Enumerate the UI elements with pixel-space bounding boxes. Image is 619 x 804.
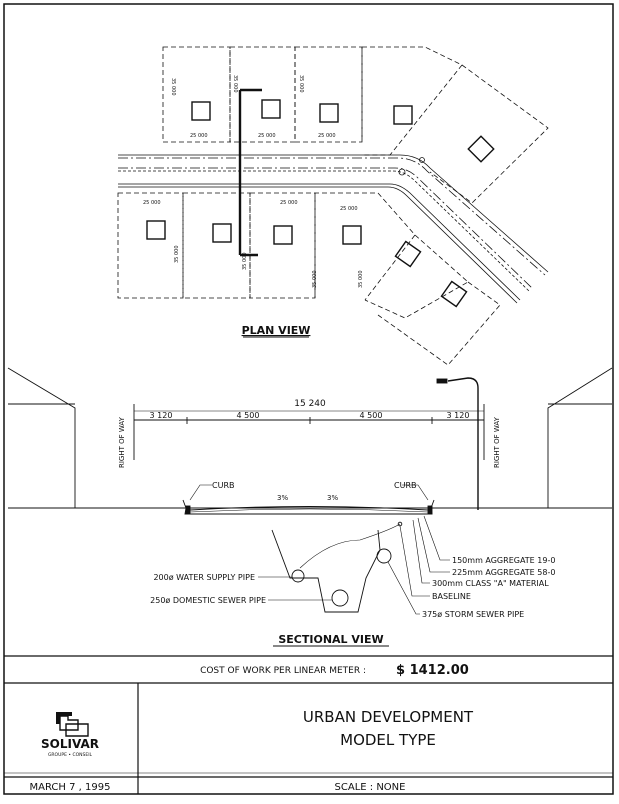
lot-width-label: 25 000	[340, 206, 358, 212]
street-light	[448, 378, 478, 510]
lot	[315, 193, 415, 300]
lot	[118, 193, 183, 298]
lot	[430, 65, 548, 203]
plan-view-title: PLAN VIEW	[241, 324, 311, 337]
sewer-pipe-label: 250ø DOMESTIC SEWER PIPE	[150, 596, 266, 605]
lot-depth-label: 35 000	[174, 245, 180, 263]
lot	[362, 47, 462, 155]
house	[343, 226, 361, 244]
lot-depth-label: 35 000	[358, 270, 364, 288]
right-of-way-left: RIGHT OF WAY	[118, 417, 126, 468]
aggregate-58-label: 225mm AGGREGATE 58-0	[452, 568, 556, 577]
house	[147, 221, 165, 239]
house	[274, 226, 292, 244]
house	[468, 136, 493, 161]
slope-left-label: 3%	[277, 494, 289, 502]
lower-lots	[118, 193, 500, 365]
logo-name: SOLIVAR	[41, 737, 99, 751]
storm-pipe	[377, 549, 391, 563]
lot	[250, 193, 315, 298]
logo-tagline: GROUPE • CONSEIL	[47, 753, 93, 758]
cost-value: $ 1412.00	[396, 663, 469, 678]
lot-depth-label: 35 000	[232, 75, 238, 93]
dim-label-1: 3 120	[149, 411, 173, 420]
road-profile	[183, 500, 434, 514]
dim-label-4: 3 120	[446, 411, 470, 420]
water-pipe-label: 200ø WATER SUPPLY PIPE	[153, 573, 255, 582]
total-width-label: 15 240	[294, 399, 326, 409]
house	[192, 102, 210, 120]
lot-depth-label: 35 000	[312, 270, 318, 288]
house	[213, 224, 231, 242]
aggregate-19-label: 150mm AGGREGATE 19-0	[452, 556, 556, 565]
title-line-1: URBAN DEVELOPMENT	[302, 708, 474, 726]
right-house	[548, 368, 612, 508]
plan-view	[118, 47, 548, 365]
section-cut-line	[240, 90, 262, 255]
house	[320, 104, 338, 122]
curb-right-label: CURB	[394, 481, 417, 490]
dim-label-2: 4 500	[236, 411, 260, 420]
sectional-view-title: SECTIONAL VIEW	[278, 633, 384, 646]
lot	[378, 282, 500, 365]
lot-width-label: 25 000	[280, 200, 298, 206]
title-line-2: MODEL TYPE	[340, 731, 436, 749]
house	[394, 106, 412, 124]
date-label: MARCH 7 , 1995	[29, 782, 111, 793]
solivar-logo	[41, 712, 99, 758]
sewer-pipe	[332, 590, 348, 606]
leader-lines	[190, 485, 450, 614]
lot-depth-label: 35 000	[298, 75, 304, 93]
lot-width-label: 25 000	[318, 133, 336, 139]
lot-width-label: 25 000	[143, 200, 161, 206]
storm-pipe-label: 375ø STORM SEWER PIPE	[422, 610, 525, 619]
lot	[365, 235, 468, 318]
left-house	[8, 368, 75, 508]
slope-right-label: 3%	[327, 494, 339, 502]
house	[262, 100, 280, 118]
lot-width-label: 25 000	[190, 133, 208, 139]
lot-width-label: 25 000	[258, 133, 276, 139]
lot	[295, 47, 362, 142]
house	[395, 241, 420, 266]
lot-depth-label: 35 000	[242, 252, 248, 270]
baseline-label: BASELINE	[432, 592, 471, 601]
right-of-way-right: RIGHT OF WAY	[493, 417, 501, 468]
water-pipe	[292, 570, 304, 582]
upper-lots	[163, 47, 548, 203]
curb-left-label: CURB	[212, 481, 235, 490]
lot-depth-label: 35 000	[170, 78, 176, 96]
class-a-label: 300mm CLASS "A" MATERIAL	[432, 579, 549, 588]
dim-label-3: 4 500	[359, 411, 383, 420]
scale-label: SCALE : NONE	[334, 782, 406, 793]
road	[118, 155, 548, 303]
lamp-head	[437, 379, 447, 383]
cost-label: COST OF WORK PER LINEAR METER :	[200, 666, 366, 676]
